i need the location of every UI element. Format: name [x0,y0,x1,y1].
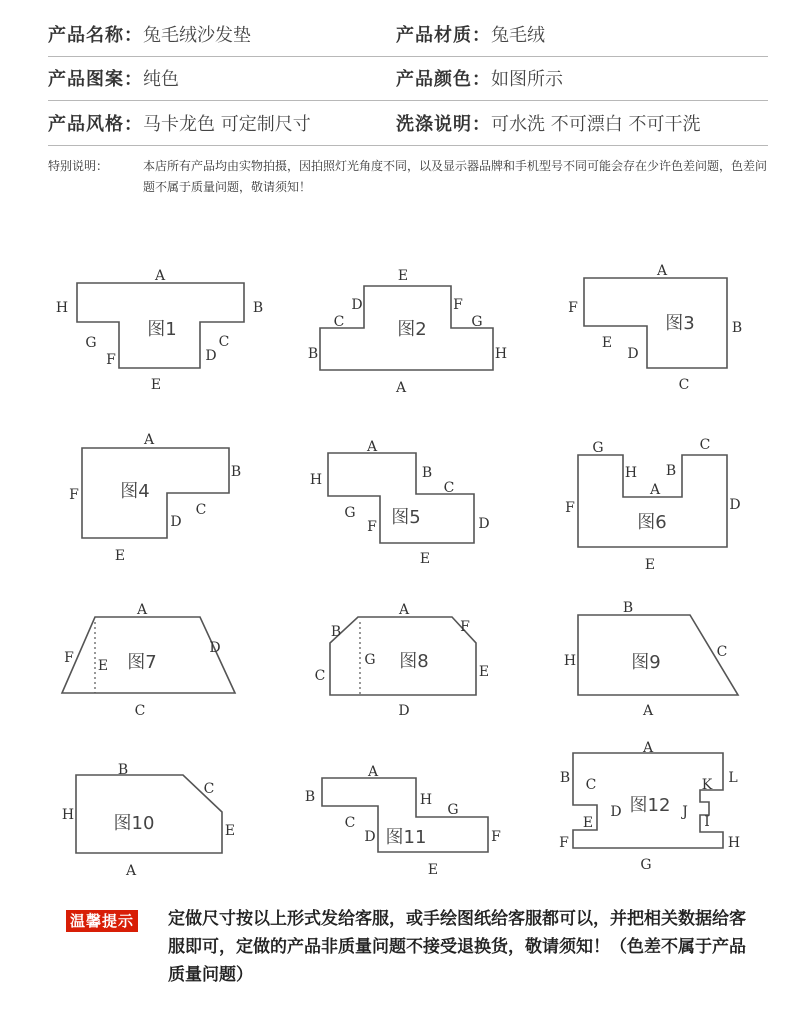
shape-1-dimension-label: D [205,348,217,364]
shape-8-dimension-label: A [398,602,410,618]
spec-key: 产品材质： [396,25,491,46]
shape-3-dimension-label: B [731,320,743,336]
shape-7-dimension-label: C [134,703,146,719]
shape-8-dimension-label: E [478,664,490,680]
shape-2-dimension-label: B [307,346,319,362]
spec-key: 产品风格： [48,114,143,135]
shape-1-dimension-label: E [150,377,162,393]
spec-value: 纯色 [143,69,179,90]
shape-3-dimension-label: A [656,263,668,279]
shape-4-dimension-label: E [114,548,126,564]
shape-8-dimension-label: G [364,652,376,668]
shape-5-dimension-label: C [443,480,455,496]
shape-4-dimension-label: F [69,487,79,503]
shape-12-dimension-label: A [642,740,654,756]
shape-12-dimension-label: I [704,814,710,830]
shape-1-dimension-label: H [55,300,69,316]
shape-12-dimension-label: K [701,777,713,793]
shape-1-dimension-label: C [218,334,230,350]
shape-5-dimension-label: B [421,465,433,481]
shape-3-outline [584,278,727,368]
shape-7-dimension-label: F [64,650,74,666]
shape-12-dimension-label: F [559,835,569,851]
tip-text: 定做尺寸按以上形式发给客服，或手绘图纸给客服都可以，并把相关数据给客服即可，定做的产品非质量问题不接受退换货，敬请须知！（色差不属于产品质量问题） [168,909,746,985]
shape-5-title: 图5 [391,507,421,528]
shape-1-dimension-label: G [85,335,97,351]
spec-key: 产品颜色： [396,69,491,90]
spec-value: 马卡龙色 可定制尺寸 [143,114,311,135]
shape-11-dimension-label: E [427,862,439,878]
shape-3-dimension-label: C [678,377,690,393]
shape-1-dimension-label: F [106,352,116,368]
shape-4-dimension-label: B [230,464,242,480]
spec-key: 洗涤说明： [396,114,491,135]
shape-5-outline [328,453,474,543]
shape-7-dimension-label: D [209,640,221,656]
shape-10-dimension-label: H [61,807,75,823]
shape-12-dimension-label: E [582,815,594,831]
shape-3-dimension-label: F [568,300,578,316]
shape-5-dimension-label: H [309,472,323,488]
shape-10-dimension-label: A [125,863,137,879]
shape-6-dimension-label: F [565,500,575,516]
shape-1-dimension-label: B [252,300,264,316]
shape-2-dimension-label: G [471,314,483,330]
shape-12-dimension-label: H [727,835,741,851]
shape-7-title: 图7 [127,652,157,673]
shape-10-dimension-label: E [224,823,236,839]
shape-4-title: 图4 [120,481,150,502]
shape-9-dimension-label: C [716,644,728,660]
shape-10-dimension-label: B [117,762,129,778]
note-text: 本店所有产品均由实物拍摄，因拍照灯光角度不同，以及显示器品牌和手机型号不同可能会存在少许色差问题，色差问题不属于质量问题，敬请须知！ [143,159,768,194]
shape-3-dimension-label: D [627,346,639,362]
shape-2-dimension-label: C [333,314,345,330]
shape-11-dimension-label: G [447,802,459,818]
shape-2-title: 图2 [397,319,427,340]
shape-2-dimension-label: F [453,297,463,313]
shape-5-dimension-label: A [366,439,378,455]
shape-9-dimension-label: H [563,653,577,669]
shape-2-dimension-label: H [494,346,508,362]
shape-6-dimension-label: H [624,465,638,481]
tip-badge: 温馨提示 [66,910,138,932]
shape-11-dimension-label: H [419,792,433,808]
shape-8-dimension-label: D [398,703,410,719]
spec-value: 可水洗 不可漂白 不可干洗 [491,114,701,135]
shape-12-dimension-label: C [585,777,597,793]
spec-key: 产品名称： [48,25,143,46]
note-label: 特别说明： [48,159,109,173]
shape-9-title: 图9 [631,652,661,673]
shape-2-dimension-label: E [397,268,409,284]
spec-value: 如图所示 [491,69,563,90]
shape-6-dimension-label: G [592,440,604,456]
shape-12-dimension-label: J [682,804,688,820]
shape-11-dimension-label: A [367,764,379,780]
shape-10-dimension-label: C [203,781,215,797]
shape-2-dimension-label: A [395,380,407,396]
shape-7-dimension-label: A [136,602,148,618]
shape-3-dimension-label: E [601,335,613,351]
shape-11-dimension-label: B [304,789,316,805]
shape-6-outline [578,455,727,547]
shape-8-dimension-label: C [314,668,326,684]
shape-12-title: 图12 [629,795,671,816]
shape-11-dimension-label: F [491,829,501,845]
shape-6-dimension-label: A [649,482,661,498]
shape-6-title: 图6 [637,512,667,533]
spec-value: 兔毛绒沙发垫 [143,25,251,46]
shape-9-dimension-label: B [622,600,634,616]
shape-6-dimension-label: B [665,463,677,479]
shape-1-title: 图1 [147,319,177,340]
shape-12-dimension-label: B [559,770,571,786]
shape-8-title: 图8 [399,651,429,672]
shape-10-title: 图10 [113,813,155,834]
shape-9-dimension-label: A [642,703,654,719]
shape-7-dimension-label: E [97,658,109,674]
spec-key: 产品图案： [48,69,143,90]
shape-6-dimension-label: C [699,437,711,453]
shape-6-dimension-label: E [644,557,656,573]
shape-4-dimension-label: A [143,432,155,448]
shape-6-dimension-label: D [729,497,741,513]
shape-1-dimension-label: A [154,268,166,284]
shape-8-dimension-label: F [460,619,470,635]
shape-12-dimension-label: D [610,804,622,820]
shape-11-title: 图11 [385,827,427,848]
shape-8-dimension-label: B [330,624,342,640]
spec-value: 兔毛绒 [491,25,545,46]
shape-4-dimension-label: D [170,514,182,530]
shape-2-dimension-label: D [351,297,363,313]
shape-5-dimension-label: D [478,516,490,532]
shape-5-dimension-label: F [367,519,377,535]
shape-11-dimension-label: C [344,815,356,831]
shape-11-dimension-label: D [364,829,376,845]
shape-3-title: 图3 [665,313,695,334]
shape-4-outline [82,448,229,538]
shape-5-dimension-label: G [344,505,356,521]
shape-5-dimension-label: E [419,551,431,567]
shape-12-dimension-label: L [728,770,738,786]
shape-4-dimension-label: C [195,502,207,518]
shape-12-dimension-label: G [640,857,652,873]
